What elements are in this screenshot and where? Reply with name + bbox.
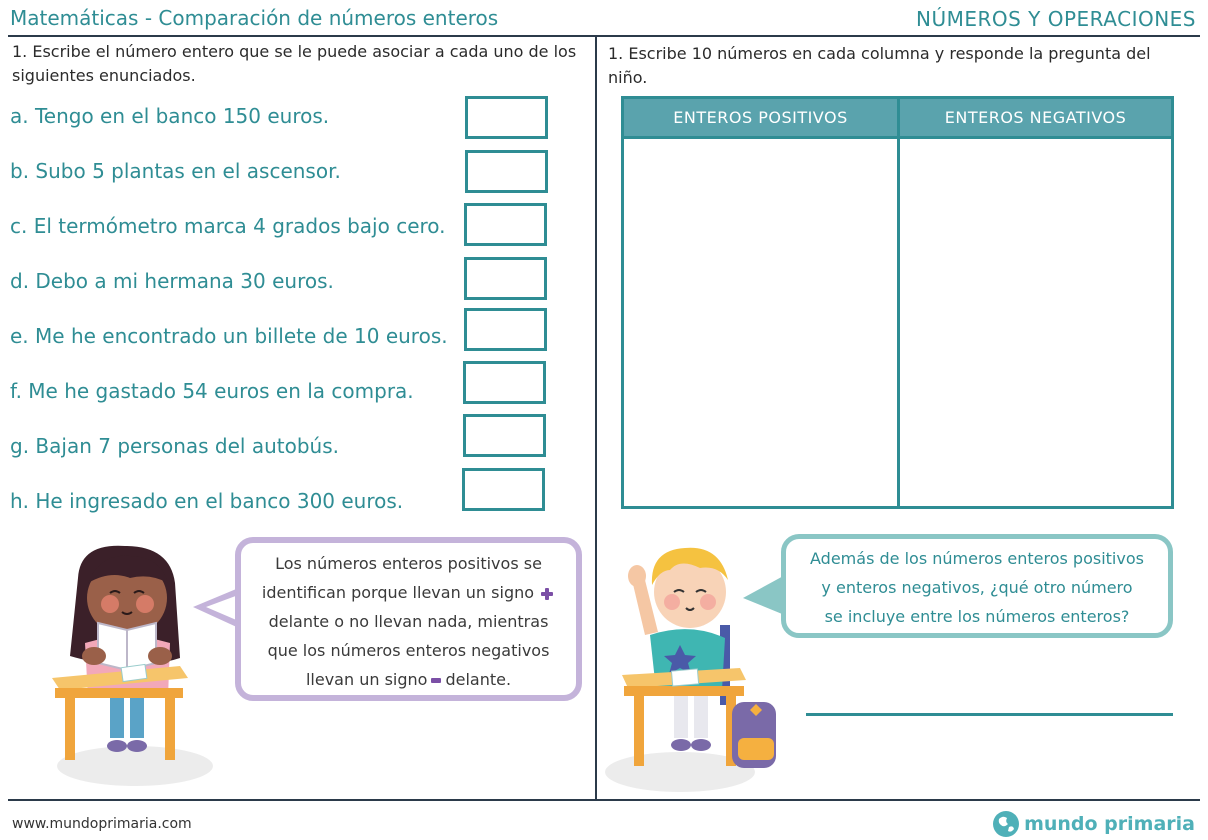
answer-box-g[interactable] — [463, 414, 546, 457]
statement-h: h. He ingresado en el banco 300 euros. — [10, 489, 404, 513]
answer-box-d[interactable] — [464, 257, 547, 300]
answer-box-b[interactable] — [465, 150, 548, 193]
plus-sign-icon — [541, 588, 553, 600]
footer-logo — [992, 810, 1195, 838]
footer-url[interactable]: www.mundoprimaria.com — [12, 816, 192, 832]
boy-speech-bubble — [781, 534, 1173, 638]
statement-g: g. Bajan 7 personas del autobús. — [10, 434, 339, 458]
answer-box-h[interactable] — [462, 468, 545, 511]
column-divider — [595, 36, 597, 800]
minus-sign-icon — [431, 678, 441, 683]
integers-table — [621, 96, 1174, 509]
girl-reading-illustration — [30, 538, 230, 788]
answer-box-a[interactable] — [465, 96, 548, 139]
negative-integers-header: ENTEROS NEGATIVOS — [900, 99, 1171, 139]
girl-bubble-line-1: Los números enteros positivos se — [275, 554, 542, 573]
girl-bubble-line-3: delante o no llevan nada, mientras — [268, 612, 549, 631]
boy-bubble-line-3: se incluye entre los números enteros? — [824, 607, 1130, 626]
statement-a: a. Tengo en el banco 150 euros. — [10, 104, 330, 128]
girl-bubble-line-2 — [241, 578, 576, 607]
answer-box-c[interactable] — [464, 203, 547, 246]
worksheet-title: Matemáticas - Comparación de números enteros — [10, 6, 499, 30]
boy-bubble-line-1: Además de los números enteros positivos — [810, 549, 1144, 568]
answer-line[interactable] — [806, 713, 1173, 716]
statement-b: b. Subo 5 plantas en el ascensor. — [10, 159, 341, 183]
girl-bubble-line-4: que los números enteros negativos — [267, 641, 550, 660]
statement-d: d. Debo a mi hermana 30 euros. — [10, 269, 334, 293]
footer-divider — [8, 799, 1200, 801]
right-instruction: 1. Escribe 10 números en cada columna y responde la pregunta del niño. — [608, 44, 1151, 87]
statement-c: c. El termómetro marca 4 grados bajo cero. — [10, 214, 446, 238]
negative-integers-column[interactable] — [900, 142, 1171, 506]
answer-box-e[interactable] — [464, 308, 547, 351]
header-divider — [8, 35, 1200, 37]
footer-logo-text: mundo primaria — [1024, 813, 1195, 835]
left-instruction: 1. Escribe el número entero que se le puede asociar a cada uno de los siguientes enunciados. — [12, 42, 577, 85]
section-title: NÚMEROS Y OPERACIONES — [915, 7, 1196, 31]
positive-integers-header: ENTEROS POSITIVOS — [624, 99, 897, 139]
positive-integers-column[interactable] — [624, 142, 897, 506]
boy-bubble-line-2: y enteros negativos, ¿qué otro número — [821, 578, 1133, 597]
statement-e: e. Me he encontrado un billete de 10 euros. — [10, 324, 448, 348]
answer-box-f[interactable] — [463, 361, 546, 404]
statement-f: f. Me he gastado 54 euros en la compra. — [10, 379, 414, 403]
globe-icon — [992, 810, 1020, 838]
girl-bubble-line-2-text: identifican porque llevan un signo — [261, 583, 535, 602]
girl-speech-bubble — [235, 537, 582, 701]
girl-bubble-line-5a: llevan un signo — [305, 670, 428, 689]
girl-bubble-line-5 — [241, 665, 576, 694]
girl-bubble-line-5b: delante. — [445, 670, 512, 689]
